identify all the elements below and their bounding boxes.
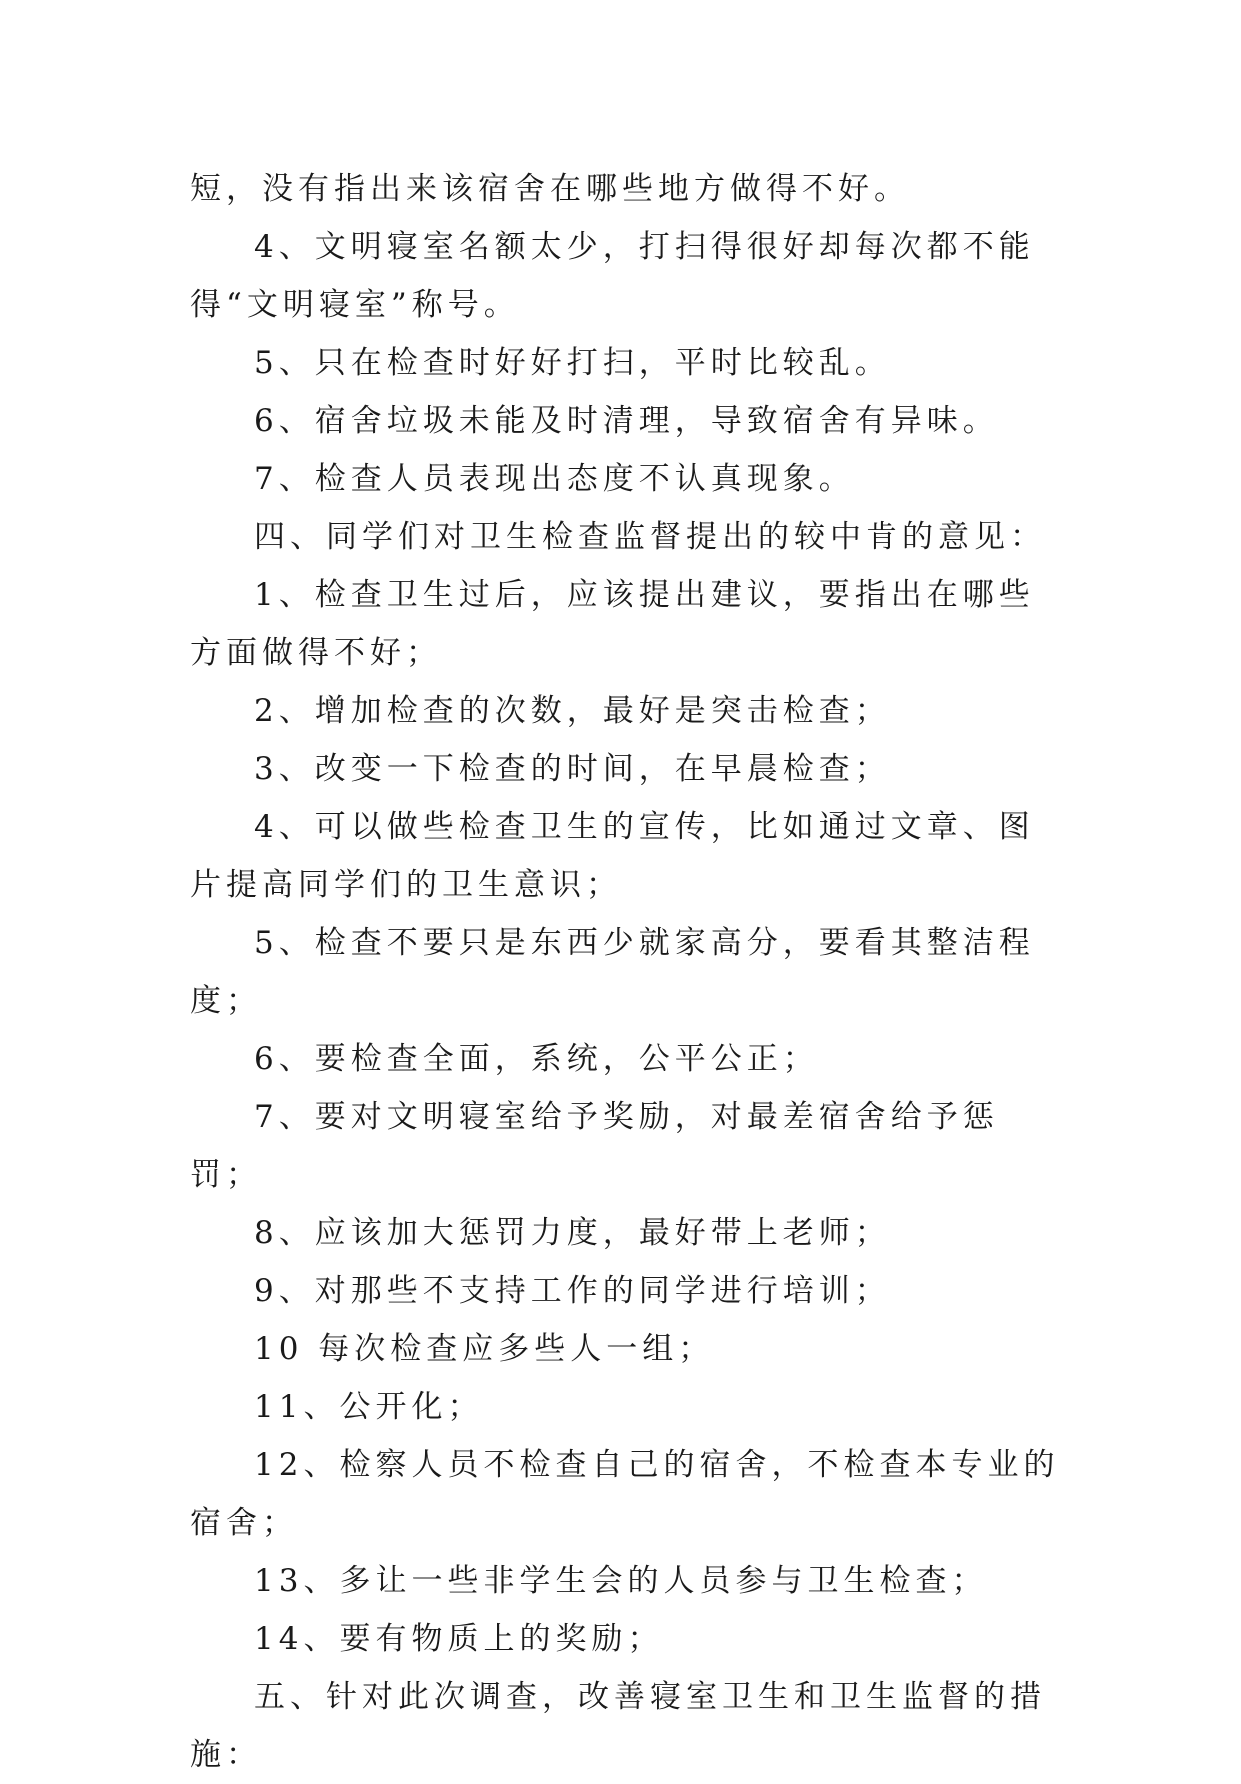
- paragraph: 1、检查卫生过后，应该提出建议，要指出在哪些方面做得不好；: [190, 577, 1035, 671]
- paragraph: 4、文明寝室名额太少，打扫得很好却每次都不能得“文明寝室”称号。: [190, 229, 1035, 323]
- paragraph: 8、应该加大惩罚力度，最好带上老师；: [254, 1215, 891, 1251]
- paragraph: 11、公开化；: [254, 1389, 484, 1425]
- paragraph: 9、对那些不支持工作的同学进行培训；: [254, 1273, 891, 1309]
- paragraph: 6、宿舍垃圾未能及时清理，导致宿舍有异味。: [254, 403, 999, 439]
- paragraph: 10 每次检查应多些人一组；: [254, 1331, 715, 1367]
- document-body: [190, 160, 1060, 1784]
- paragraph: 7、要对文明寝室给予奖励，对最差宿舍给予惩罚；: [190, 1099, 999, 1193]
- paragraph: 5、只在检查时好好打扫，平时比较乱。: [254, 345, 891, 381]
- paragraph: 4、可以做些检查卫生的宣传，比如通过文章、图片提高同学们的卫生意识；: [190, 809, 1035, 903]
- paragraph: 13、多让一些非学生会的人员参与卫生检查；: [254, 1563, 988, 1599]
- paragraph: 2、增加检查的次数，最好是突击检查；: [254, 693, 891, 729]
- paragraph: 7、检查人员表现出态度不认真现象。: [254, 461, 855, 497]
- section-heading: 五、针对此次调查，改善寝室卫生和卫生监督的措施：: [190, 1679, 1046, 1773]
- section-heading: 四、同学们对卫生检查监督提出的较中肯的意见：: [254, 519, 1046, 555]
- paragraph: 3、改变一下检查的时间，在早晨检查；: [254, 751, 891, 787]
- paragraph: 12、检察人员不检查自己的宿舍，不检查本专业的宿舍；: [190, 1447, 1060, 1541]
- paragraph: 5、检查不要只是东西少就家高分，要看其整洁程度；: [190, 925, 1035, 1019]
- paragraph: 短，没有指出来该宿舍在哪些地方做得不好。: [190, 171, 910, 207]
- paragraph: 14、要有物质上的奖励；: [254, 1621, 664, 1657]
- paragraph: 6、要检查全面，系统，公平公正；: [254, 1041, 819, 1077]
